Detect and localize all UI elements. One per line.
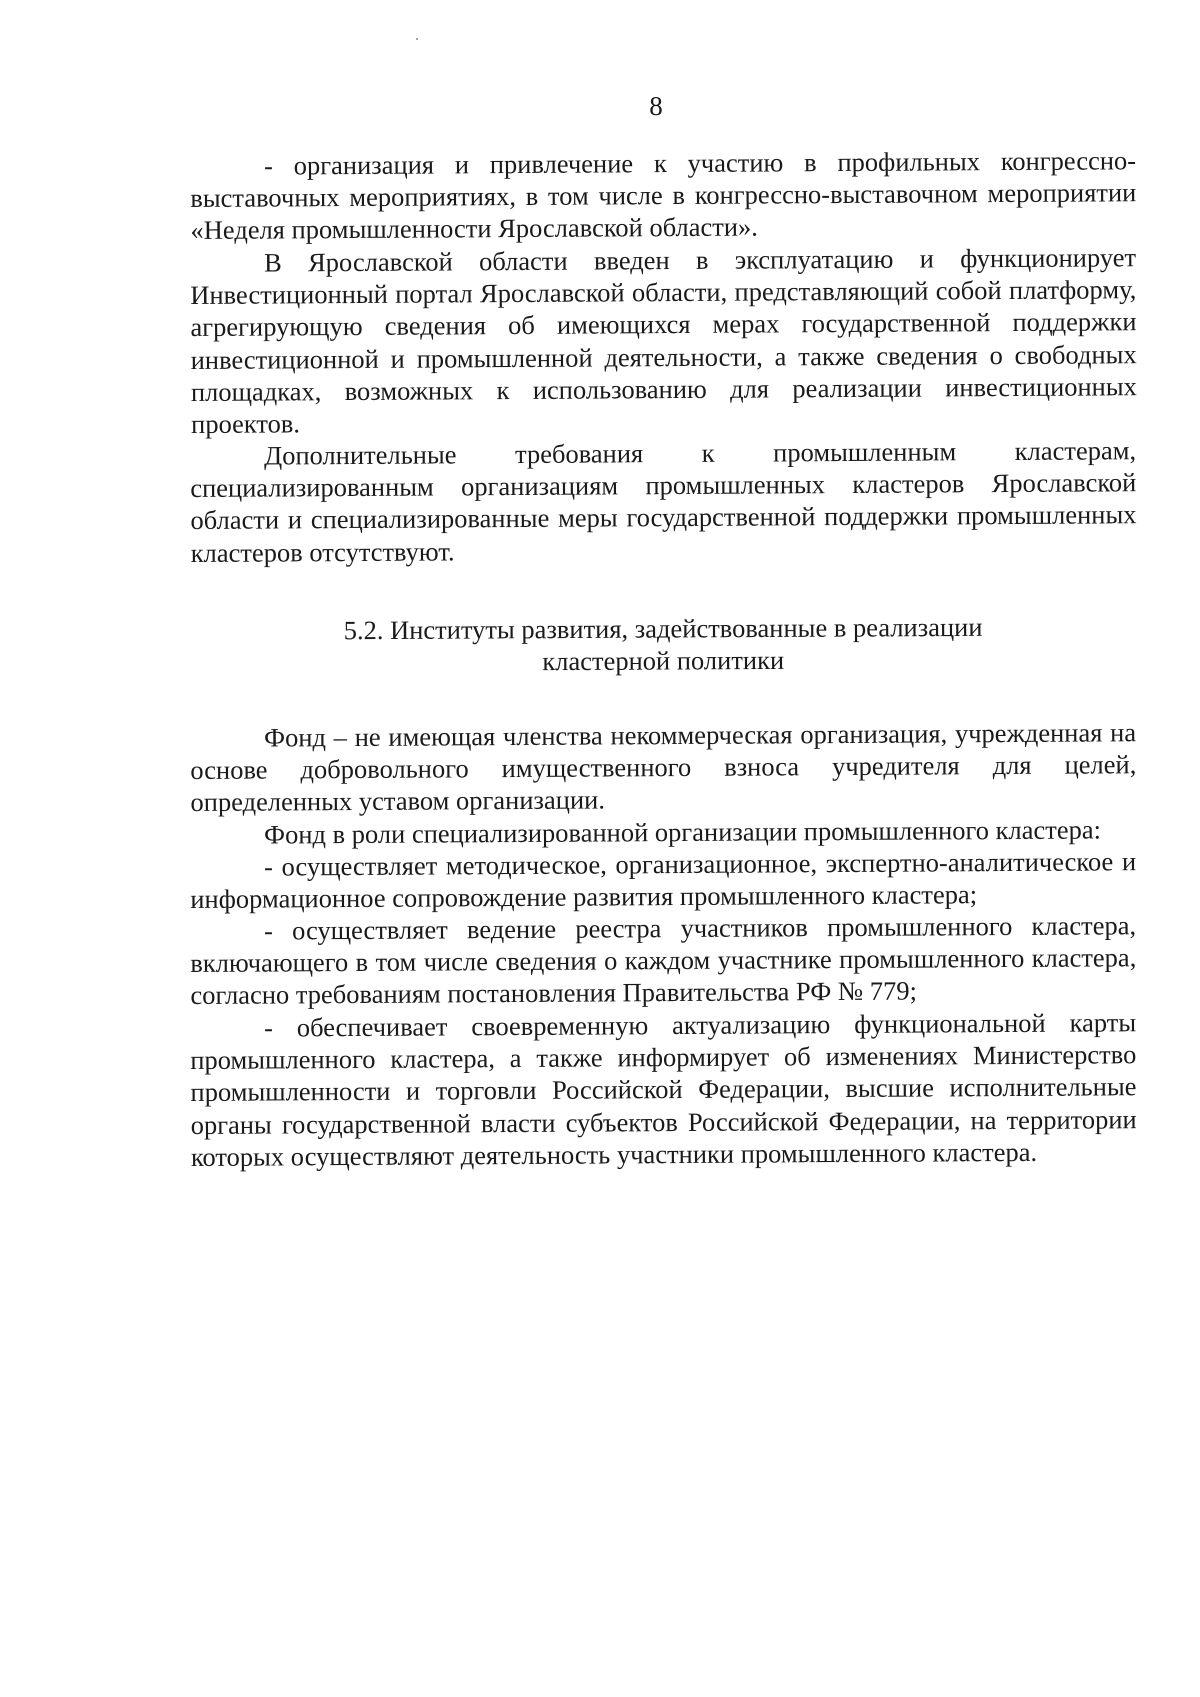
page-number: 8 [649, 91, 663, 121]
list-item-registry: - осуществляет ведение реестра участников промышленного кластера, включающего в том числе сведения о каждом участнике промышленного кластера, согласно требованиям постановления Правительства РФ № 779; [190, 910, 1137, 1011]
paragraph-exhibitions: - организация и привлечение к участию в профильных конгрессно-выставочных мероприятиях, в том числе в конгрессно-выставочном мероприятии «Неделя промышленности Ярославской области». [190, 145, 1137, 246]
paragraph-additional-requirements: Дополнительные требования к промышленным кластерам, специализированным организациям промышленных кластеров Ярославской области и специализированные меры государственной поддержки промышленных кластеров отсутствуют. [190, 435, 1137, 568]
section-heading-line2: кластерной политики [542, 644, 785, 676]
list-item-functional-map: - обеспечивает своевременную актуализацию функциональной карты промышленного кластера, а также информирует об изменениях Министерство промышленности и торговли Российской Федерации, высшие исполнительные органы государственной власти субъектов Российской Федерации, на территории которых осуществляют деятельность участники промышленного кластера. [190, 1007, 1137, 1172]
paragraph-fund-definition: Фонд – не имеющая членства некоммерческая организация, учрежденная на основе добровольного имущественного взноса учредителя для целей, определенных уставом организации. [190, 717, 1137, 818]
section-heading [190, 610, 1136, 679]
scan-speck [416, 38, 418, 40]
list-item-methodical-support: - осуществляет методическое, организационное, экспертно-аналитическое и информационное сопровождение развития промышленного кластера; [190, 846, 1137, 915]
paragraph-investment-portal: В Ярославской области введен в эксплуатацию и функционирует Инвестиционный портал Ярославской области, представляющий собой платформу, агрегирующую сведения об имеющихся мерах государственной поддержки инвестиционной и промышленной деятельности, а также сведения о свободных площадках, возможных к использованию для реализации инвестиционных проектов. [190, 241, 1137, 439]
section-heading-line1: 5.2. Институты развития, задействованные в реализации [343, 611, 983, 645]
paragraph-fund-role: Фонд в роли специализированной организации промышленного кластера: [264, 814, 1102, 850]
document-body [190, 145, 1137, 1173]
